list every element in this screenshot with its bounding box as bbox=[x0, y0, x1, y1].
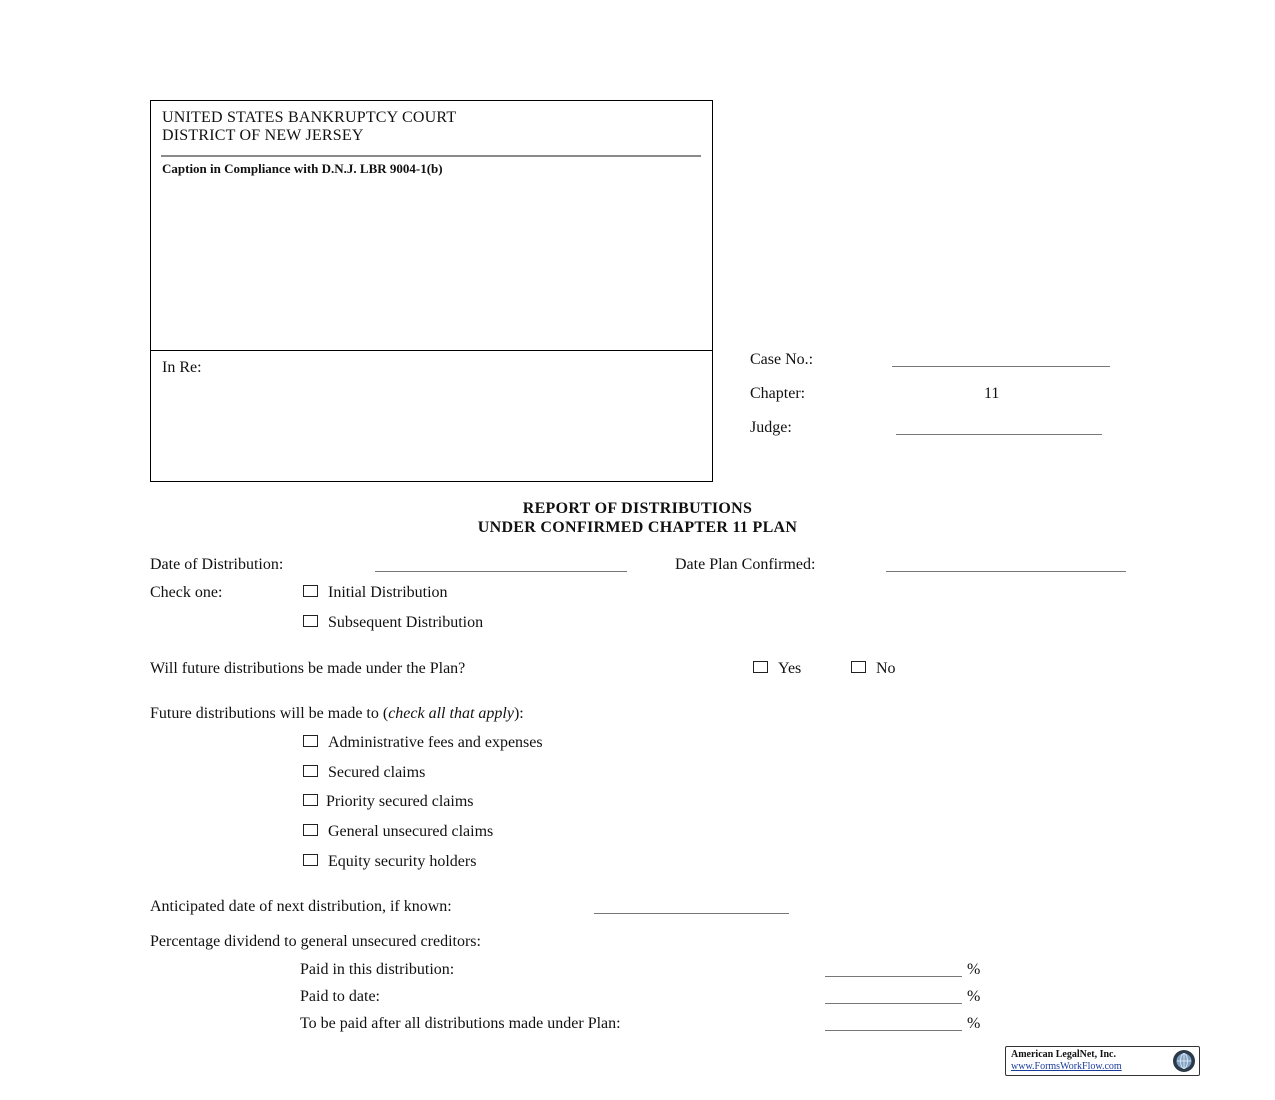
percent-sign: % bbox=[967, 988, 981, 1005]
to-be-paid-field[interactable] bbox=[825, 1030, 962, 1031]
caption-divider bbox=[151, 350, 712, 351]
checkbox-icon[interactable] bbox=[303, 735, 318, 747]
subsequent-distribution-option[interactable] bbox=[303, 614, 483, 632]
check-one-label: Check one: bbox=[150, 584, 223, 601]
checkbox-icon[interactable] bbox=[303, 854, 318, 866]
subsequent-distribution-label: Subsequent Distribution bbox=[328, 614, 484, 631]
paid-this-distribution-field[interactable] bbox=[825, 976, 962, 977]
report-title: REPORT OF DISTRIBUTIONS bbox=[522, 500, 753, 517]
future-no-label: No bbox=[876, 660, 896, 677]
case-no-label: Case No.: bbox=[750, 351, 814, 368]
future-made-to-label bbox=[150, 705, 524, 723]
judge-label: Judge: bbox=[750, 419, 792, 436]
chapter-value: 11 bbox=[984, 385, 1000, 402]
percent-sign: % bbox=[967, 961, 981, 978]
globe-icon bbox=[1172, 1049, 1196, 1073]
date-of-distribution-label: Date of Distribution: bbox=[150, 556, 284, 573]
made-to-suffix: ): bbox=[513, 705, 524, 722]
checkbox-icon[interactable] bbox=[303, 824, 318, 836]
percent-sign: % bbox=[967, 1015, 981, 1032]
checkbox-icon[interactable] bbox=[851, 661, 866, 673]
made-to-italic: check all that apply bbox=[388, 705, 514, 722]
caption-box bbox=[150, 100, 713, 482]
in-re-label: In Re: bbox=[162, 359, 202, 376]
logo-url[interactable]: www.FormsWorkFlow.com bbox=[1011, 1061, 1122, 1072]
checkbox-icon[interactable] bbox=[303, 615, 318, 627]
date-plan-confirmed-field[interactable] bbox=[886, 571, 1126, 572]
checkbox-icon[interactable] bbox=[303, 585, 318, 597]
option-label: Equity security holders bbox=[328, 853, 477, 870]
to-be-paid-label: To be paid after all distributions made under Plan: bbox=[300, 1015, 621, 1032]
judge-field[interactable] bbox=[896, 434, 1102, 435]
option-label: Priority secured claims bbox=[326, 793, 474, 810]
initial-distribution-option[interactable] bbox=[303, 584, 448, 602]
initial-distribution-label: Initial Distribution bbox=[328, 584, 448, 601]
paid-to-date-field[interactable] bbox=[825, 1003, 962, 1004]
made-to-prefix: Future distributions will be made to ( bbox=[150, 705, 389, 722]
paid-to-date-label: Paid to date: bbox=[300, 988, 380, 1005]
option-label: Administrative fees and expenses bbox=[328, 734, 543, 751]
court-district: DISTRICT OF NEW JERSEY bbox=[162, 127, 364, 144]
legalnet-logo[interactable] bbox=[1005, 1046, 1200, 1076]
option-equity-holders[interactable] bbox=[303, 853, 476, 871]
checkbox-icon[interactable] bbox=[303, 765, 318, 777]
court-name: UNITED STATES BANKRUPTCY COURT bbox=[162, 109, 457, 126]
report-subtitle: UNDER CONFIRMED CHAPTER 11 PLAN bbox=[477, 519, 798, 536]
paid-this-distribution-label: Paid in this distribution: bbox=[300, 961, 455, 978]
future-no-option[interactable] bbox=[851, 660, 896, 678]
checkbox-icon[interactable] bbox=[753, 661, 768, 673]
option-administrative[interactable] bbox=[303, 734, 543, 752]
option-general-unsecured[interactable] bbox=[303, 823, 493, 841]
option-secured[interactable] bbox=[303, 764, 425, 782]
anticipated-date-label: Anticipated date of next distribution, if known: bbox=[150, 898, 452, 915]
option-label: General unsecured claims bbox=[328, 823, 494, 840]
future-distributions-question: Will future distributions be made under the Plan? bbox=[150, 660, 466, 677]
future-yes-option[interactable] bbox=[753, 660, 801, 678]
case-no-field[interactable] bbox=[892, 366, 1110, 367]
caption-rule bbox=[161, 155, 701, 157]
caption-note: Caption in Compliance with D.N.J. LBR 9004-1(b) bbox=[162, 161, 443, 176]
option-priority-secured[interactable] bbox=[303, 793, 474, 811]
date-plan-confirmed-label: Date Plan Confirmed: bbox=[675, 556, 816, 573]
future-yes-label: Yes bbox=[778, 660, 802, 677]
logo-company-name: American LegalNet, Inc. bbox=[1011, 1049, 1116, 1060]
checkbox-icon[interactable] bbox=[303, 794, 318, 806]
date-of-distribution-field[interactable] bbox=[375, 571, 627, 572]
option-label: Secured claims bbox=[328, 764, 426, 781]
anticipated-date-field[interactable] bbox=[594, 913, 789, 914]
chapter-label: Chapter: bbox=[750, 385, 806, 402]
dividend-heading: Percentage dividend to general unsecured creditors: bbox=[150, 933, 481, 950]
